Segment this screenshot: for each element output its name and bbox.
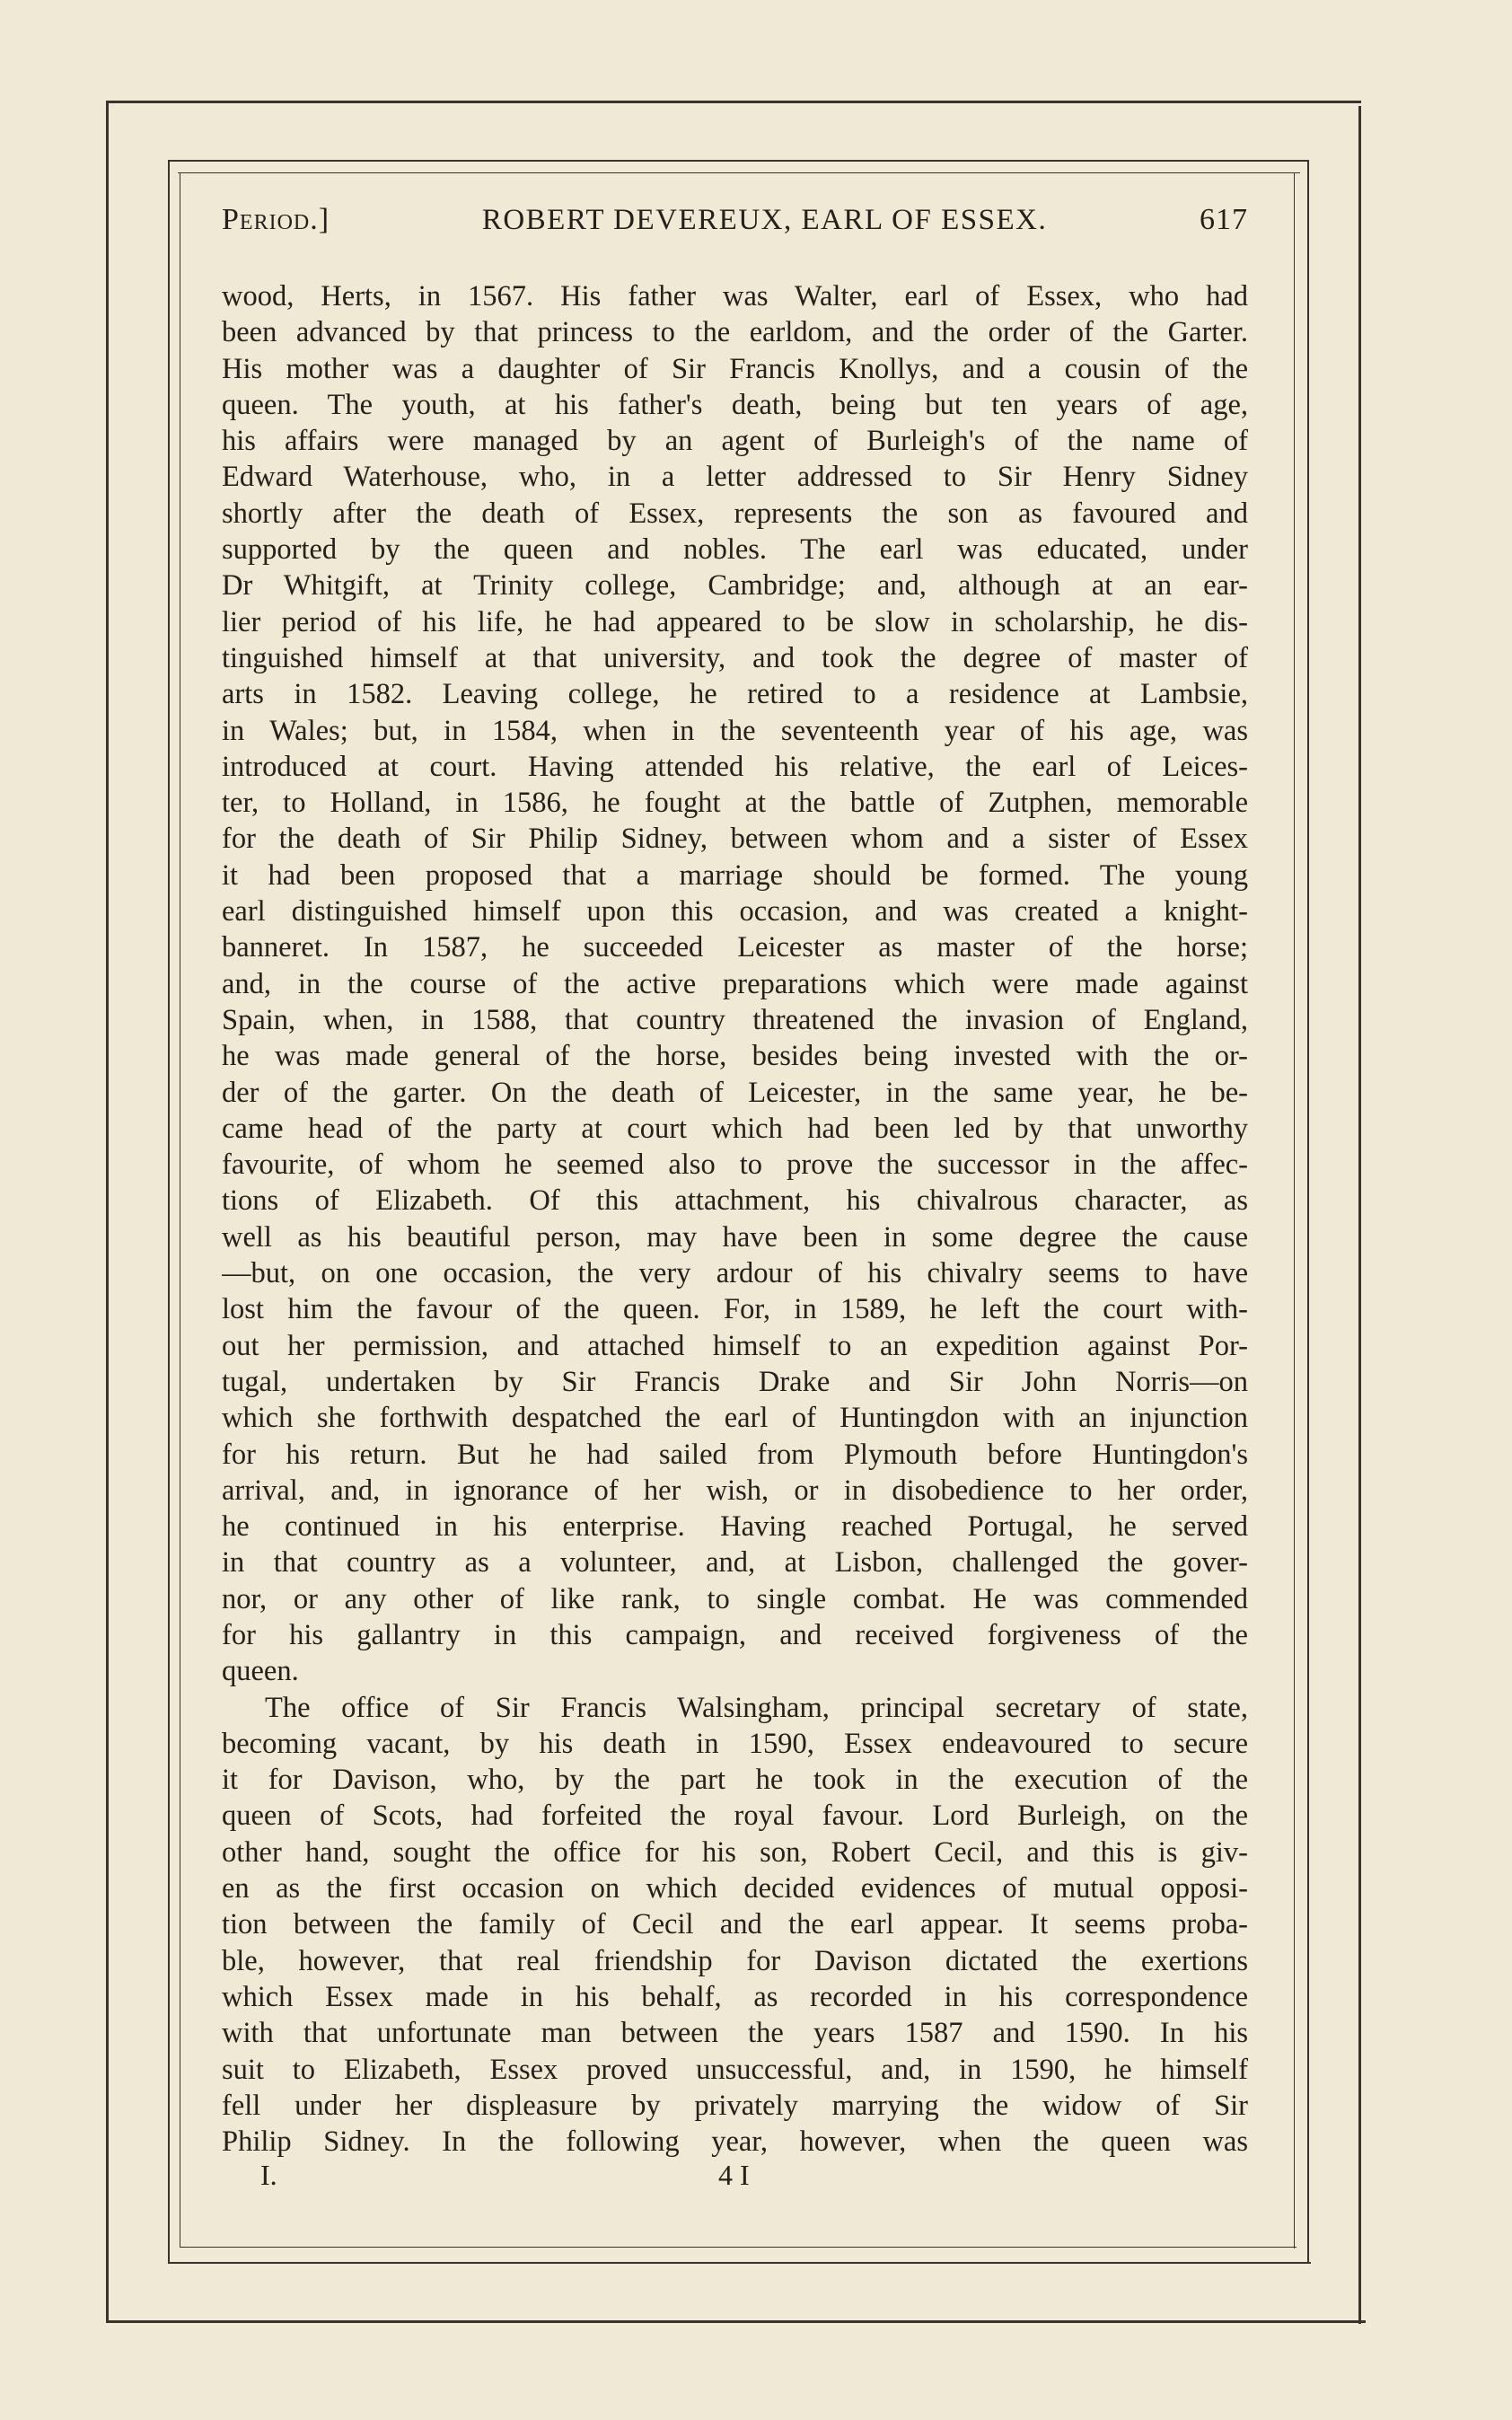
inner-frame-right-double [1294, 172, 1295, 2248]
text-line: queen. The youth, at his father's death, being but ten years of age, [222, 388, 1248, 421]
page-number: 617 [1199, 203, 1248, 236]
text-line: for his gallantry in this campaign, and received forgiveness of the [222, 1618, 1248, 1651]
outer-frame-top [106, 101, 1361, 103]
inner-frame-top [168, 160, 1308, 162]
text-line: for the death of Sir Philip Sidney, between whom and a sister of Essex [222, 823, 1248, 856]
signature-mark [260, 2159, 889, 2198]
text-line: lier period of his life, he had appeared to be slow in scholarship, he dis- [222, 605, 1248, 638]
text-line: Edward Waterhouse, who, in a letter addressed to Sir Henry Sidney [222, 461, 1248, 494]
body-text [222, 278, 1248, 2196]
text-line: His mother was a daughter of Sir Francis Knollys, and a cousin of the [222, 352, 1248, 385]
running-head-period: Period.] [222, 203, 330, 236]
text-line: becoming vacant, by his death in 1590, Essex endeavoured to secure [222, 1727, 1248, 1760]
text-line: Dr Whitgift, at Trinity college, Cambridge; and, although at an ear- [222, 569, 1248, 603]
text-line: it for Davison, who, by the part he took in the execution of the [222, 1764, 1248, 1797]
text-line: wood, Herts, in 1567. His father was Walter, earl of Essex, who had [222, 280, 1248, 312]
text-line: in that country as a volunteer, and, at Lisbon, challenged the gover- [222, 1546, 1248, 1580]
text-line: ter, to Holland, in 1586, he fought at the battle of Zutphen, memorable [222, 787, 1248, 820]
text-line: for his return. But he had sailed from Plymouth before Huntingdon's [222, 1438, 1248, 1471]
text-line: queen. [222, 1655, 299, 1688]
text-line: earl distinguished himself upon this occasion, and was created a knight- [222, 895, 1248, 928]
inner-frame-top-double [178, 172, 1300, 173]
text-line: lost him the favour of the queen. For, in 1589, he left the court with- [222, 1293, 1248, 1326]
inner-frame-bottom-double [180, 2247, 1297, 2248]
running-head [222, 203, 1248, 257]
text-line: out her permission, and attached himself to an expedition against Por- [222, 1329, 1248, 1362]
running-head-title: ROBERT DEVEREUX, EARL OF ESSEX. [481, 204, 1048, 236]
signature-volume: I. [260, 2159, 277, 2191]
text-line: been advanced by that princess to the earldom, and the order of the Garter. [222, 316, 1248, 349]
text-line: der of the garter. On the death of Leicester, in the same year, he be- [222, 1076, 1248, 1109]
text-line: his affairs were managed by an agent of Burleigh's of the name of [222, 425, 1248, 458]
text-line: ble, however, that real friendship for Davison dictated the exertions [222, 1944, 1248, 1977]
inner-frame-bottom [168, 2262, 1311, 2264]
signature-gathering: 4 I [718, 2159, 750, 2191]
text-line: tion between the family of Cecil and the earl appear. It seems proba- [222, 1908, 1248, 1941]
text-line: well as his beautiful person, may have been in some degree the cause [222, 1220, 1248, 1254]
inner-frame-left [168, 160, 170, 2264]
text-line: other hand, sought the office for his son, Robert Cecil, and this is giv- [222, 1835, 1248, 1869]
text-line: Spain, when, in 1588, that country threatened the invasion of England, [222, 1003, 1248, 1036]
text-line: queen of Scots, had forfeited the royal favour. Lord Burleigh, on the [222, 1800, 1248, 1833]
text-line: favourite, of whom he seemed also to prove the successor in the affec- [222, 1148, 1248, 1182]
text-line: tions of Elizabeth. Of this attachment, his chivalrous character, as [222, 1184, 1248, 1218]
outer-frame-left [106, 101, 109, 2323]
text-line: which Essex made in his behalf, as recorded in his correspondence [222, 1980, 1248, 2013]
text-line: with that unfortunate man between the years 1587 and 1590. In his [222, 2017, 1248, 2050]
text-line: nor, or any other of like rank, to single combat. He was commended [222, 1582, 1248, 1615]
text-line: arts in 1582. Leaving college, he retired to a residence at Lambsie, [222, 678, 1248, 711]
text-line: —but, on one occasion, the very ardour of his chivalry seems to have [222, 1257, 1248, 1290]
outer-frame-right [1358, 106, 1361, 2324]
text-line: The office of Sir Francis Walsingham, principal secretary of state, [265, 1691, 1248, 1724]
text-line: in Wales; but, in 1584, when in the seventeenth year of his age, was [222, 714, 1248, 747]
text-line: banneret. In 1587, he succeeded Leicester as master of the horse; [222, 931, 1248, 964]
text-line: he continued in his enterprise. Having reached Portugal, he served [222, 1510, 1248, 1544]
text-line: en as the first occasion on which decided evidences of mutual opposi- [222, 1872, 1248, 1905]
text-line: tugal, undertaken by Sir Francis Drake and Sir John Norris—on [222, 1365, 1248, 1398]
outer-frame-bottom [106, 2320, 1366, 2323]
text-line: it had been proposed that a marriage should be formed. The young [222, 858, 1248, 892]
text-line: came head of the party at court which had been led by that unworthy [222, 1112, 1248, 1145]
text-line: introduced at court. Having attended his relative, the earl of Leices- [222, 750, 1248, 783]
text-line: and, in the course of the active preparations which were made against [222, 967, 1248, 1000]
text-line: shortly after the death of Essex, represents the son as favoured and [222, 497, 1248, 530]
text-line: fell under her displeasure by privately marrying the widow of Sir [222, 2089, 1248, 2122]
text-line: suit to Elizabeth, Essex proved unsuccessful, and, in 1590, he himself [222, 2053, 1248, 2086]
text-line: Philip Sidney. In the following year, however, when the queen was [222, 2125, 1248, 2159]
text-line: supported by the queen and nobles. The earl was educated, under [222, 533, 1248, 567]
text-line: which she forthwith despatched the earl of Huntingdon with an injunction [222, 1402, 1248, 1435]
text-line: arrival, and, in ignorance of her wish, or in disobedience to her order, [222, 1474, 1248, 1507]
text-line: tinguished himself at that university, and took the degree of master of [222, 641, 1248, 674]
inner-frame-right [1307, 160, 1309, 2264]
text-line: he was made general of the horse, besides being invested with the or- [222, 1040, 1248, 1073]
